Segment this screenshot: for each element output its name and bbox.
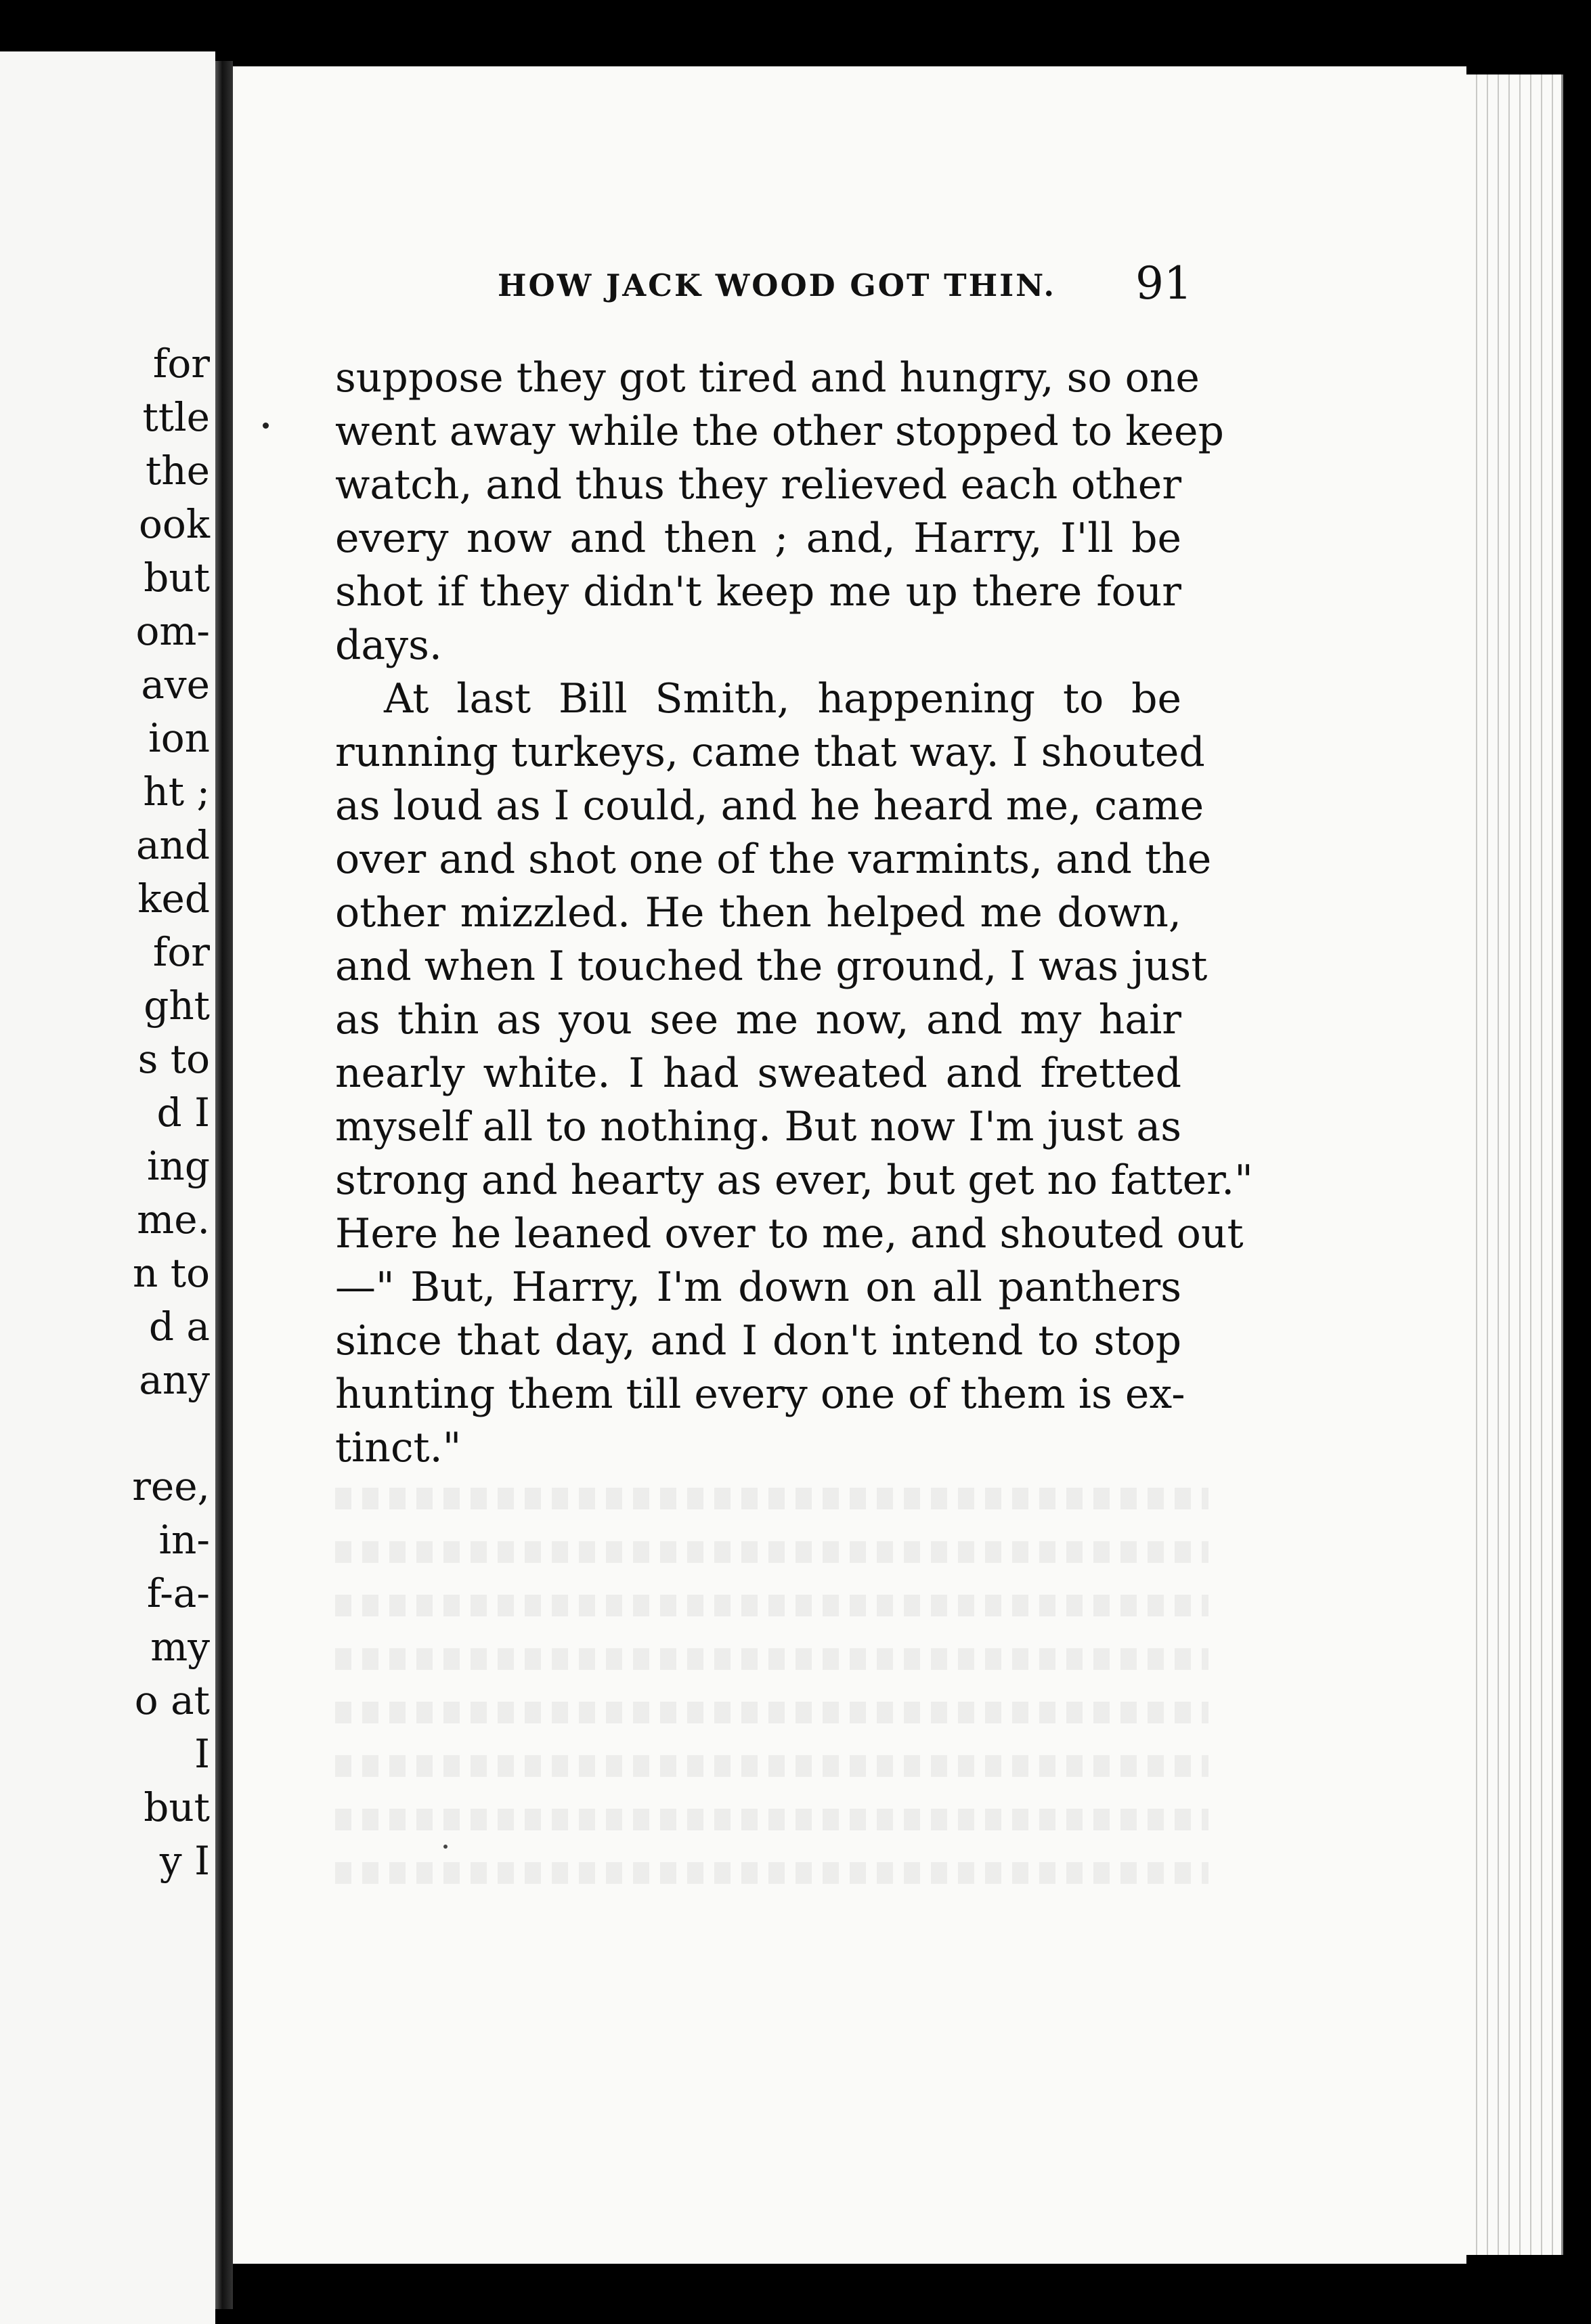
show-through-text [335,1541,1208,1563]
left-page [0,51,215,2324]
text-line: —" But, Harry, I'm down on all panthers [335,1264,1181,1311]
left-page-fragment: I [194,1731,210,1777]
left-page-fragment: ing [146,1143,210,1189]
text-line: hunting them till every one of them is ex- [335,1371,1185,1418]
show-through-text [335,1755,1208,1777]
left-page-fragment: in- [158,1517,210,1563]
show-through-text [335,1488,1208,1509]
left-page-fragment: n to [132,1250,210,1296]
left-page-fragment: my [150,1624,210,1670]
text-line: tinct." [335,1424,462,1471]
show-through-text [335,1595,1208,1616]
left-page-fragment: ked [137,876,210,922]
text-line: every now and then ; and, Harry, I'll be [335,515,1181,562]
left-page-fragment: f-a- [146,1570,210,1616]
text-line: strong and hearty as ever, but get no fatter." [335,1157,1253,1204]
left-page-fragment: but [144,1784,210,1830]
left-page-fragment: ht ; [143,769,210,815]
show-through-text [335,1809,1208,1830]
left-page-fragment: for [152,929,210,975]
left-page-fragment: o at [134,1677,210,1723]
text-line: days. [335,622,442,669]
left-page-fragment: ght [144,983,210,1029]
text-line: suppose they got tired and hungry, so one [335,354,1200,402]
running-head: HOW JACK WOOD GOT THIN. [498,267,1057,303]
left-page-fragment: ttle [142,394,210,440]
text-line: nearly white. I had sweated and fretted [335,1050,1181,1097]
text-line: shot if they didn't keep me up there four [335,568,1181,616]
text-line: watch, and thus they relieved each other [335,461,1181,509]
left-page-fragment: s to [137,1036,210,1082]
text-line: since that day, and I don't intend to stop [335,1317,1181,1364]
text-line: myself all to nothing. But now I'm just as [335,1103,1181,1150]
left-page-fragment: ook [139,501,210,547]
margin-dot [263,423,269,429]
text-line: other mizzled. He then helped me down, [335,889,1181,937]
left-page-fragment: y I [159,1838,210,1884]
text-line: over and shot one of the varmints, and the [335,836,1212,883]
text-line: running turkeys, came that way. I shouted [335,729,1205,776]
left-page-fragment: for [152,341,210,387]
show-through-text [335,1702,1208,1723]
left-page-fragment: ave [141,662,210,708]
left-page-fragment: any [139,1357,210,1403]
left-page-fragment: but [144,555,210,601]
left-page-fragment: me. [137,1197,210,1243]
show-through-text [335,1648,1208,1670]
text-line: Here he leaned over to me, and shouted out [335,1210,1244,1257]
left-page-fragment: d I [156,1090,210,1136]
left-page-fragment: and [135,822,210,868]
left-page-fragment: ion [148,715,210,761]
book-gutter [215,61,233,2309]
page-number: 91 [1135,257,1192,309]
left-page-fragment: om- [135,608,210,654]
text-line: and when I touched the ground, I was just [335,943,1208,990]
text-line: as thin as you see me now, and my hair [335,996,1181,1043]
left-page-fragment: d a [148,1304,210,1350]
text-line: as loud as I could, and he heard me, came [335,782,1204,830]
text-line: At last Bill Smith, happening to be [384,675,1181,723]
show-through-text [335,1862,1208,1884]
stray-dot [443,1845,448,1849]
left-page-fragment: the [146,448,210,494]
left-page-fragment: ree, [132,1463,210,1509]
page-edges [1466,74,1563,2255]
text-line: went away while the other stopped to keep [335,408,1224,455]
